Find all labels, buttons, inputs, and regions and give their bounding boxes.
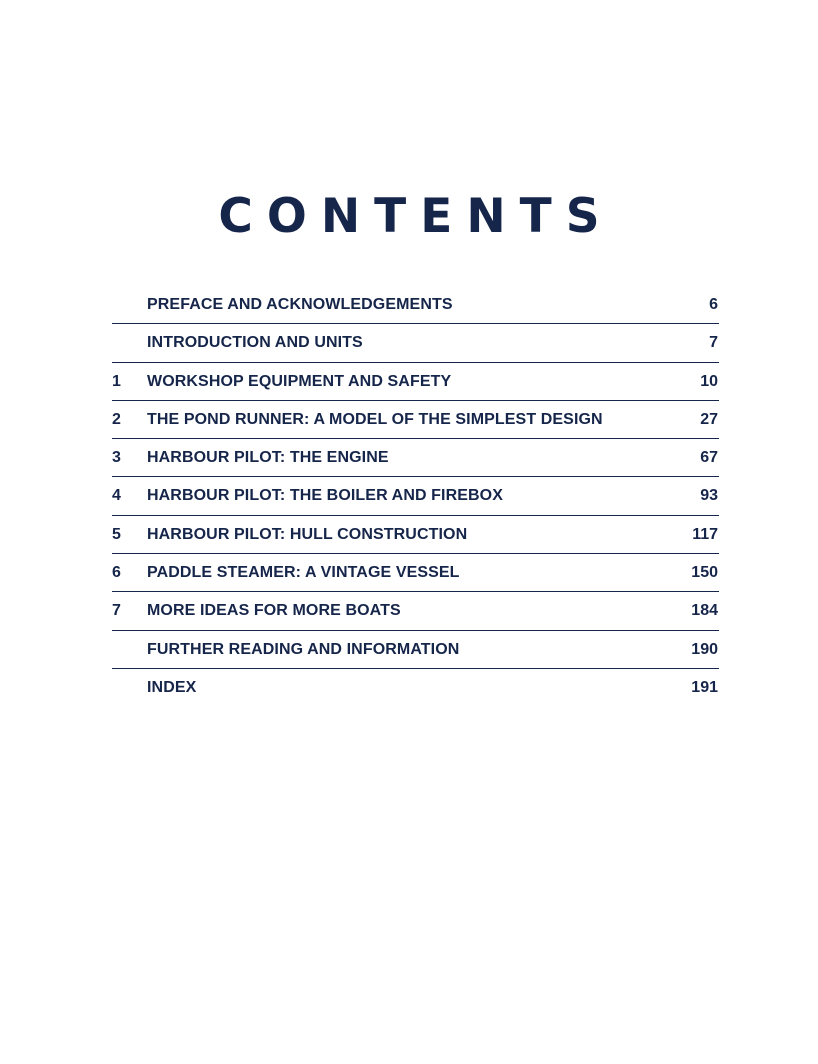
- chapter-title: HARBOUR PILOT: HULL CONSTRUCTION: [147, 525, 468, 543]
- toc-entry-index[interactable]: [112, 669, 719, 707]
- chapter-number: 1: [112, 372, 121, 390]
- table-of-contents: [112, 286, 719, 707]
- chapter-title: FURTHER READING AND INFORMATION: [147, 640, 460, 658]
- page-number: 27: [700, 410, 718, 428]
- toc-entry-chapter-3[interactable]: [112, 439, 719, 477]
- page-number: 117: [692, 525, 718, 543]
- chapter-title: MORE IDEAS FOR MORE BOATS: [147, 602, 401, 620]
- toc-entry-chapter-2[interactable]: [112, 401, 719, 439]
- chapter-number: 6: [112, 564, 121, 582]
- chapter-title: HARBOUR PILOT: THE ENGINE: [147, 449, 389, 467]
- page-title: CONTENTS: [218, 189, 614, 245]
- page-number: 93: [700, 487, 718, 505]
- toc-entry-chapter-6[interactable]: [112, 554, 719, 592]
- chapter-number: 2: [112, 410, 121, 428]
- page-number: 184: [691, 602, 718, 620]
- page-number: 191: [691, 678, 718, 696]
- chapter-title: WORKSHOP EQUIPMENT AND SAFETY: [147, 372, 452, 390]
- page-number: 150: [691, 564, 718, 582]
- toc-entry-introduction[interactable]: [112, 324, 719, 362]
- page-number: 190: [691, 640, 718, 658]
- chapter-title: PREFACE AND ACKNOWLEDGEMENTS: [147, 296, 453, 313]
- toc-entry-chapter-7[interactable]: [112, 592, 719, 630]
- toc-entry-chapter-1[interactable]: [112, 363, 719, 401]
- chapter-number: 3: [112, 449, 121, 467]
- chapter-title: HARBOUR PILOT: THE BOILER AND FIREBOX: [147, 487, 503, 505]
- toc-entry-chapter-5[interactable]: [112, 516, 719, 554]
- chapter-number: 5: [112, 525, 121, 543]
- page-number: 6: [709, 296, 718, 313]
- chapter-number: 7: [112, 602, 121, 620]
- toc-entry-further-reading[interactable]: [112, 631, 719, 669]
- toc-entry-preface[interactable]: [112, 286, 719, 324]
- page-number: 10: [700, 372, 718, 390]
- page-number: 7: [709, 334, 718, 352]
- chapter-number: 4: [112, 487, 121, 505]
- chapter-title: THE POND RUNNER: A MODEL OF THE SIMPLEST DESIGN: [147, 410, 603, 428]
- chapter-title: INDEX: [147, 678, 197, 696]
- page-number: 67: [700, 449, 718, 467]
- chapter-title: INTRODUCTION AND UNITS: [147, 334, 363, 352]
- chapter-title: PADDLE STEAMER: A VINTAGE VESSEL: [147, 564, 460, 582]
- toc-entry-chapter-4[interactable]: [112, 477, 719, 515]
